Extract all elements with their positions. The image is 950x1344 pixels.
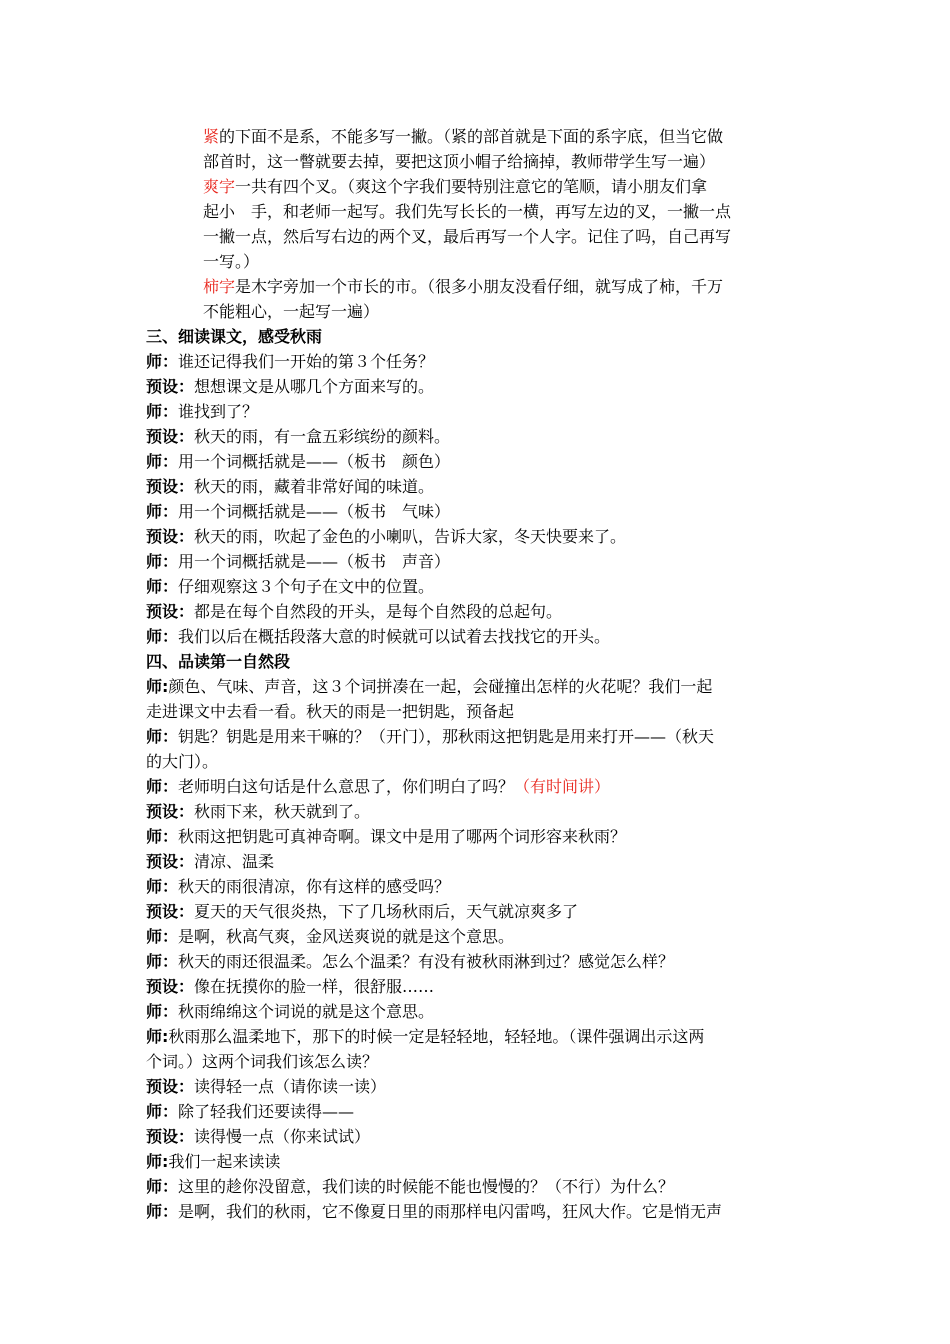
note-line [203, 150, 715, 174]
speaker-label: 预设： [146, 902, 195, 921]
note-text: 一撇一点，然后写右边的两个叉，最后再写一个人字。记住了吗，自己再写 [203, 227, 732, 246]
section-heading: 四、品读第一自然段 [146, 652, 291, 671]
dialogue-line [146, 825, 626, 849]
note-text: 一共有四个叉。（爽这个字我们要特别注意它的笔顺，请小朋友们拿 [235, 177, 708, 196]
dialogue-text: 颜色、气味、声音，这３个词拼凑在一起，会碰撞出怎样的火花呢？我们一起 [168, 677, 713, 696]
speaker-label: 师： [146, 877, 179, 896]
dialogue-line [146, 1100, 354, 1124]
speaker-label: 师： [146, 452, 179, 471]
note-text: 的下面不是系，不能多写一撇。（紧的部首就是下面的系字底，但当它做 [219, 127, 724, 146]
dialogue-text: 用一个词概括就是——（板书 气味） [178, 502, 451, 521]
dialogue-line [146, 1025, 704, 1049]
dialogue-line [146, 1050, 378, 1074]
speaker-label: 预设： [146, 977, 195, 996]
dialogue-text: 的大门）。 [146, 752, 219, 771]
dialogue-line [146, 675, 712, 699]
dialogue-line [146, 600, 562, 624]
speaker-label: 预设： [146, 1077, 195, 1096]
speaker-label: 师： [146, 727, 179, 746]
dialogue-text: 秋天的雨，吹起了金色的小喇叭，告诉大家，冬天快要来了。 [194, 527, 627, 546]
speaker-label: 师: [146, 677, 169, 696]
note-text: 不能粗心，一起写一遍） [203, 302, 380, 321]
dialogue-line [146, 750, 218, 774]
note-line [203, 275, 723, 299]
dialogue-text: 是啊，秋高气爽，金风送爽说的就是这个意思。 [178, 927, 515, 946]
dialogue-line [146, 450, 450, 474]
dialogue-line [146, 1150, 280, 1174]
dialogue-text: 秋雨绵绵这个词说的就是这个意思。 [178, 1002, 435, 1021]
dialogue-text: 清凉、温柔 [194, 852, 275, 871]
note-line [203, 225, 731, 249]
note-line [203, 250, 259, 274]
dialogue-line [146, 625, 610, 649]
dialogue-text: 钥匙？钥匙是用来干嘛的？（开门），那秋雨这把钥匙是用来打开——（秋天 [178, 727, 715, 746]
dialogue-line [146, 1200, 722, 1224]
section-heading: 三、细读课文，感受秋雨 [146, 327, 323, 346]
note-text: 起小 手，和老师一起写。我们先写长长的一横，再写左边的叉，一撇一点 [203, 202, 732, 221]
speaker-label: 师： [146, 952, 179, 971]
dialogue-line [146, 800, 370, 824]
dialogue-line [146, 425, 450, 449]
dialogue-text: 我们以后在概括段落大意的时候就可以试着去找找它的开头。 [178, 627, 611, 646]
dialogue-line [146, 850, 274, 874]
dialogue-text: 秋雨那么温柔地下，那下的时候一定是轻轻地，轻轻地。（课件强调出示这两 [168, 1027, 705, 1046]
dialogue-line [146, 775, 610, 799]
note-text: 是木字旁加一个市长的市。（很多小朋友没看仔细，就写成了柿，千万 [235, 277, 724, 296]
note-line [203, 125, 723, 149]
speaker-label: 师： [146, 777, 179, 796]
note-text: 一写。） [203, 252, 260, 271]
dialogue-line [146, 1000, 434, 1024]
speaker-label: 预设： [146, 427, 195, 446]
speaker-label: 师： [146, 502, 179, 521]
speaker-label: 师： [146, 1177, 179, 1196]
dialogue-line [146, 500, 450, 524]
dialogue-line [146, 900, 578, 924]
dialogue-line [146, 375, 434, 399]
dialogue-line [146, 1125, 370, 1149]
dialogue-text: 秋雨这把钥匙可真神奇啊。课文中是用了哪两个词形容来秋雨？ [178, 827, 627, 846]
highlight-char: 爽字 [203, 177, 236, 196]
dialogue-text: 个词。）这两个词我们该怎么读？ [146, 1052, 379, 1071]
dialogue-line [146, 925, 514, 949]
note-line [203, 175, 707, 199]
speaker-label: 师： [146, 927, 179, 946]
speaker-label: 预设： [146, 602, 195, 621]
dialogue-line [146, 875, 450, 899]
teacher-note: （有时间讲） [514, 777, 611, 796]
note-line [203, 200, 731, 224]
dialogue-text: 秋雨下来，秋天就到了。 [194, 802, 371, 821]
dialogue-text: 老师明白这句话是什么意思了，你们明白了吗？ [178, 777, 515, 796]
dialogue-text: 秋天的雨很清凉，你有这样的感受吗？ [178, 877, 451, 896]
dialogue-text: 秋天的雨还很温柔。怎么个温柔？有没有被秋雨淋到过？感觉怎么样？ [178, 952, 675, 971]
note-text: 部首时，这一瞥就要去掉，要把这顶小帽子给摘掉，教师带学生写一遍） [203, 152, 716, 171]
dialogue-line [146, 525, 626, 549]
speaker-label: 预设： [146, 1127, 195, 1146]
dialogue-line [146, 950, 674, 974]
dialogue-text: 走进课文中去看一看。秋天的雨是一把钥匙，预备起 [146, 702, 515, 721]
dialogue-text: 想想课文是从哪几个方面来写的。 [194, 377, 435, 396]
dialogue-text: 谁找到了？ [178, 402, 259, 421]
speaker-label: 师： [146, 577, 179, 596]
dialogue-text: 谁还记得我们一开始的第３个任务？ [178, 352, 435, 371]
speaker-label: 预设： [146, 377, 195, 396]
dialogue-text: 秋天的雨，藏着非常好闻的味道。 [194, 477, 435, 496]
dialogue-text: 用一个词概括就是——（板书 颜色） [178, 452, 451, 471]
dialogue-text: 仔细观察这３个句子在文中的位置。 [178, 577, 435, 596]
highlight-char: 柿字 [203, 277, 236, 296]
dialogue-text: 是啊，我们的秋雨，它不像夏日里的雨那样电闪雷鸣，狂风大作。它是悄无声 [178, 1202, 723, 1221]
speaker-label: 师： [146, 352, 179, 371]
speaker-label: 师: [146, 1152, 169, 1171]
dialogue-text: 我们一起来读读 [168, 1152, 281, 1171]
dialogue-line [146, 575, 434, 599]
dialogue-line [146, 975, 434, 999]
dialogue-line [146, 700, 514, 724]
dialogue-text: 除了轻我们还要读得—— [178, 1102, 355, 1121]
dialogue-text: 用一个词概括就是——（板书 声音） [178, 552, 451, 571]
dialogue-line [146, 550, 450, 574]
dialogue-line [146, 1175, 674, 1199]
dialogue-line [146, 475, 434, 499]
speaker-label: 预设： [146, 802, 195, 821]
dialogue-line [146, 350, 434, 374]
dialogue-line [146, 400, 258, 424]
speaker-label: 预设： [146, 477, 195, 496]
speaker-label: 师： [146, 552, 179, 571]
dialogue-text: 秋天的雨，有一盒五彩缤纷的颜料。 [194, 427, 451, 446]
speaker-label: 师： [146, 1202, 179, 1221]
speaker-label: 师： [146, 402, 179, 421]
speaker-label: 预设： [146, 527, 195, 546]
speaker-label: 师： [146, 1002, 179, 1021]
dialogue-text: 这里的趁你没留意，我们读的时候能不能也慢慢的？（不行）为什么？ [178, 1177, 675, 1196]
highlight-char: 紧 [203, 127, 220, 146]
speaker-label: 预设： [146, 852, 195, 871]
dialogue-text: 都是在每个自然段的开头，是每个自然段的总起句。 [194, 602, 563, 621]
dialogue-line [146, 725, 714, 749]
dialogue-text: 读得轻一点（请你读一读） [194, 1077, 387, 1096]
speaker-label: 师： [146, 1102, 179, 1121]
note-line [203, 300, 379, 324]
speaker-label: 师： [146, 827, 179, 846]
dialogue-line [146, 1075, 386, 1099]
dialogue-text: 像在抚摸你的脸一样，很舒服…… [194, 977, 435, 996]
dialogue-text: 读得慢一点（你来试试） [194, 1127, 371, 1146]
speaker-label: 师： [146, 627, 179, 646]
dialogue-text: 夏天的天气很炎热，下了几场秋雨后，天气就凉爽多了 [194, 902, 579, 921]
speaker-label: 师: [146, 1027, 169, 1046]
